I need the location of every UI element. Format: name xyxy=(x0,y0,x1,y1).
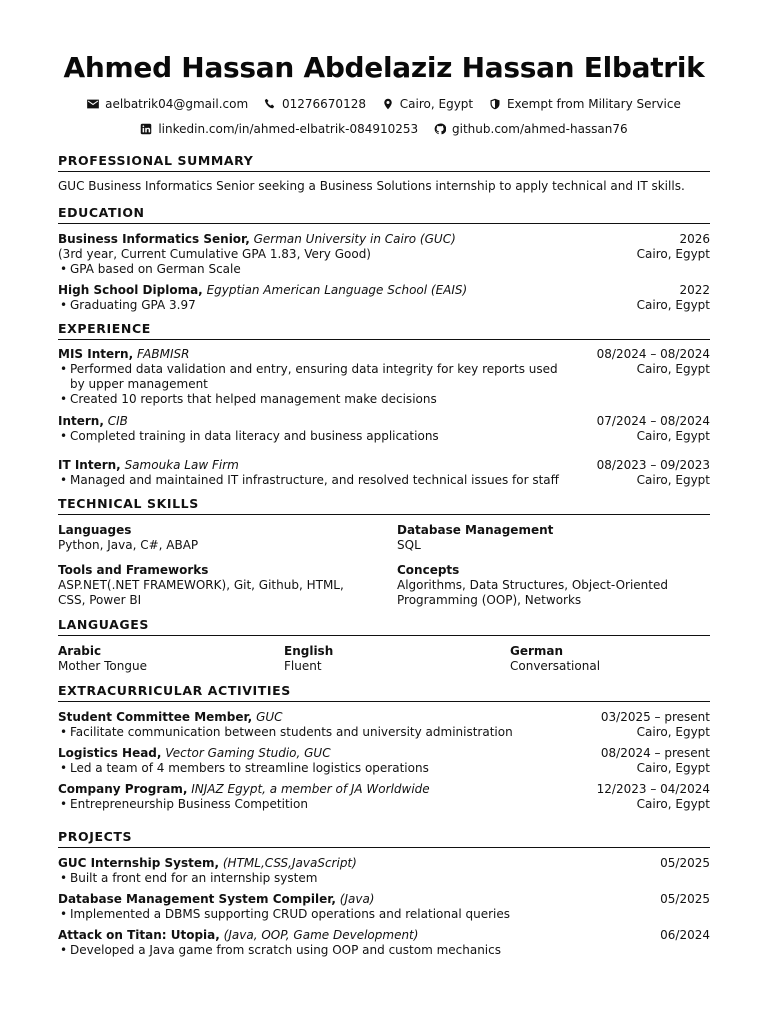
project-entry xyxy=(58,928,710,958)
education-section xyxy=(58,205,710,313)
location-item xyxy=(382,96,473,112)
date: 07/2024 – 08/2024 xyxy=(596,414,710,428)
skill-value: SQL xyxy=(397,538,421,552)
date: 05/2025 xyxy=(660,892,710,906)
skills-section xyxy=(58,496,710,608)
section-title: PROJECTS xyxy=(58,829,710,848)
military-item xyxy=(489,96,681,112)
project-name: Attack on Titan: Utopia, xyxy=(58,928,220,942)
skill-value: Python, Java, C#, ABAP xyxy=(58,538,199,552)
place: Cairo, Egypt xyxy=(636,473,710,487)
contact-row-secondary xyxy=(0,121,768,139)
project-tech: (Java) xyxy=(339,892,375,906)
project-name: Database Management System Compiler, xyxy=(58,892,336,906)
place: Cairo, Egypt xyxy=(636,298,710,312)
experience-entry xyxy=(58,347,710,407)
bullet: • Built a front end for an internship system xyxy=(58,871,710,886)
place: Cairo, Egypt xyxy=(636,797,710,811)
education-entry xyxy=(58,232,710,277)
organization: Vector Gaming Studio, GUC xyxy=(165,746,331,760)
project-tech: (HTML,CSS,JavaScript) xyxy=(222,856,357,870)
github-text: github.com/ahmed-hassan76 xyxy=(452,122,628,136)
language-level: Mother Tongue xyxy=(58,659,147,673)
bullet: • Performed data validation and entry, ensuring data integrity for key reports used by upper management xyxy=(58,362,565,392)
date: 05/2025 xyxy=(660,856,710,870)
date: 08/2023 – 09/2023 xyxy=(596,458,710,472)
place: Cairo, Egypt xyxy=(636,429,710,443)
languages-section xyxy=(58,617,710,674)
language-level: Conversational xyxy=(510,659,601,673)
education-note: (3rd year, Current Cumulative GPA 1.83, Very Good) xyxy=(58,247,371,261)
envelope-icon xyxy=(87,98,99,110)
section-title: EXPERIENCE xyxy=(58,321,710,340)
date: 08/2024 – 08/2024 xyxy=(596,347,710,361)
degree: High School Diploma, xyxy=(58,283,203,297)
bullet: • Managed and maintained IT infrastructure, and resolved technical issues for staff xyxy=(58,473,559,488)
phone-text: 01276670128 xyxy=(281,97,366,111)
date: 03/2025 – present xyxy=(600,710,710,724)
role: MIS Intern, xyxy=(58,347,134,361)
skill-value: ASP.NET(.NET FRAMEWORK), Git, Github, HTML, CSS, Power BI xyxy=(58,578,344,607)
language-item xyxy=(284,644,510,674)
organization: CIB xyxy=(107,414,128,428)
education-entry xyxy=(58,283,710,313)
section-title: EXTRACURRICULAR ACTIVITIES xyxy=(58,683,710,702)
organization: FABMISR xyxy=(136,347,190,361)
language-name: English xyxy=(284,644,334,658)
organization: Samouka Law Firm xyxy=(124,458,239,472)
date: 12/2023 – 04/2024 xyxy=(596,782,710,796)
location-text: Cairo, Egypt xyxy=(399,97,474,111)
github-item[interactable] xyxy=(434,121,628,137)
place: Cairo, Egypt xyxy=(636,362,710,376)
bullet: • Graduating GPA 3.97 xyxy=(58,298,196,313)
bullet: • Created 10 reports that helped management make decisions xyxy=(58,392,710,407)
role: Company Program, xyxy=(58,782,188,796)
skill-label: Concepts xyxy=(397,563,460,577)
bullet: • Facilitate communication between students and university administration xyxy=(58,725,513,740)
language-item xyxy=(510,644,710,674)
bullet: • Led a team of 4 members to streamline logistics operations xyxy=(58,761,429,776)
projects-section xyxy=(58,829,710,958)
skill-label: Languages xyxy=(58,523,132,537)
contact-row-primary xyxy=(0,96,768,114)
section-title: TECHNICAL SKILLS xyxy=(58,496,710,515)
skills-grid xyxy=(58,523,710,608)
section-title: PROFESSIONAL SUMMARY xyxy=(58,153,710,172)
languages-grid xyxy=(58,644,710,674)
linkedin-item[interactable] xyxy=(140,121,418,137)
bullet: • GPA based on German Scale xyxy=(58,262,710,277)
summary-section xyxy=(58,153,710,194)
language-item xyxy=(58,644,284,674)
activity-entry xyxy=(58,782,710,812)
organization: GUC xyxy=(256,710,283,724)
section-title: LANGUAGES xyxy=(58,617,710,636)
phone-icon xyxy=(264,98,276,110)
project-entry xyxy=(58,856,710,886)
degree: Business Informatics Senior, xyxy=(58,232,250,246)
phone-item[interactable] xyxy=(264,96,366,112)
role: Logistics Head, xyxy=(58,746,162,760)
skill-group xyxy=(397,523,710,553)
experience-entry xyxy=(58,414,710,444)
date: 08/2024 – present xyxy=(600,746,710,760)
place: Cairo, Egypt xyxy=(636,725,710,739)
organization: INJAZ Egypt, a member of JA Worldwide xyxy=(191,782,430,796)
project-tech: (Java, OOP, Game Development) xyxy=(223,928,419,942)
role: Intern, xyxy=(58,414,104,428)
experience-entry xyxy=(58,458,710,488)
role: Student Committee Member, xyxy=(58,710,253,724)
summary-text: GUC Business Informatics Senior seeking a Business Solutions internship to apply technical and IT skills. xyxy=(58,179,685,193)
skill-label: Tools and Frameworks xyxy=(58,563,209,577)
military-text: Exempt from Military Service xyxy=(506,97,681,111)
github-icon xyxy=(434,123,446,135)
candidate-name: Ahmed Hassan Abdelaziz Hassan Elbatrik xyxy=(63,51,705,84)
language-level: Fluent xyxy=(284,659,322,673)
bullet: • Completed training in data literacy and business applications xyxy=(58,429,439,444)
skill-label: Database Management xyxy=(397,523,554,537)
language-name: Arabic xyxy=(58,644,102,658)
date: 06/2024 xyxy=(660,928,710,942)
place: Cairo, Egypt xyxy=(636,761,710,775)
skill-group xyxy=(58,523,397,553)
bullet: • Implemented a DBMS supporting CRUD operations and relational queries xyxy=(58,907,710,922)
school: Egyptian American Language School (EAIS) xyxy=(206,283,468,297)
linkedin-text: linkedin.com/in/ahmed-elbatrik-084910253 xyxy=(158,122,419,136)
email-text: aelbatrik04@gmail.com xyxy=(105,97,249,111)
bullet: • Entrepreneurship Business Competition xyxy=(58,797,308,812)
activity-entry xyxy=(58,710,710,740)
project-name: GUC Internship System, xyxy=(58,856,220,870)
section-title: EDUCATION xyxy=(58,205,710,224)
skill-group xyxy=(397,563,710,608)
role: IT Intern, xyxy=(58,458,121,472)
skill-group xyxy=(58,563,397,608)
skill-value: Algorithms, Data Structures, Object-Oriented Programming (OOP), Networks xyxy=(397,578,668,607)
email-item[interactable] xyxy=(87,96,248,112)
experience-section xyxy=(58,321,710,488)
language-name: German xyxy=(510,644,564,658)
shield-icon xyxy=(489,98,501,110)
date: 2022 xyxy=(679,283,710,297)
school: German University in Cairo (GUC) xyxy=(253,232,456,246)
place: Cairo, Egypt xyxy=(636,247,710,261)
date: 2026 xyxy=(679,232,710,246)
map-pin-icon xyxy=(382,98,394,110)
extracurricular-section xyxy=(58,683,710,812)
linkedin-icon xyxy=(140,123,152,135)
bullet: • Developed a Java game from scratch using OOP and custom mechanics xyxy=(58,943,710,958)
activity-entry xyxy=(58,746,710,776)
project-entry xyxy=(58,892,710,922)
